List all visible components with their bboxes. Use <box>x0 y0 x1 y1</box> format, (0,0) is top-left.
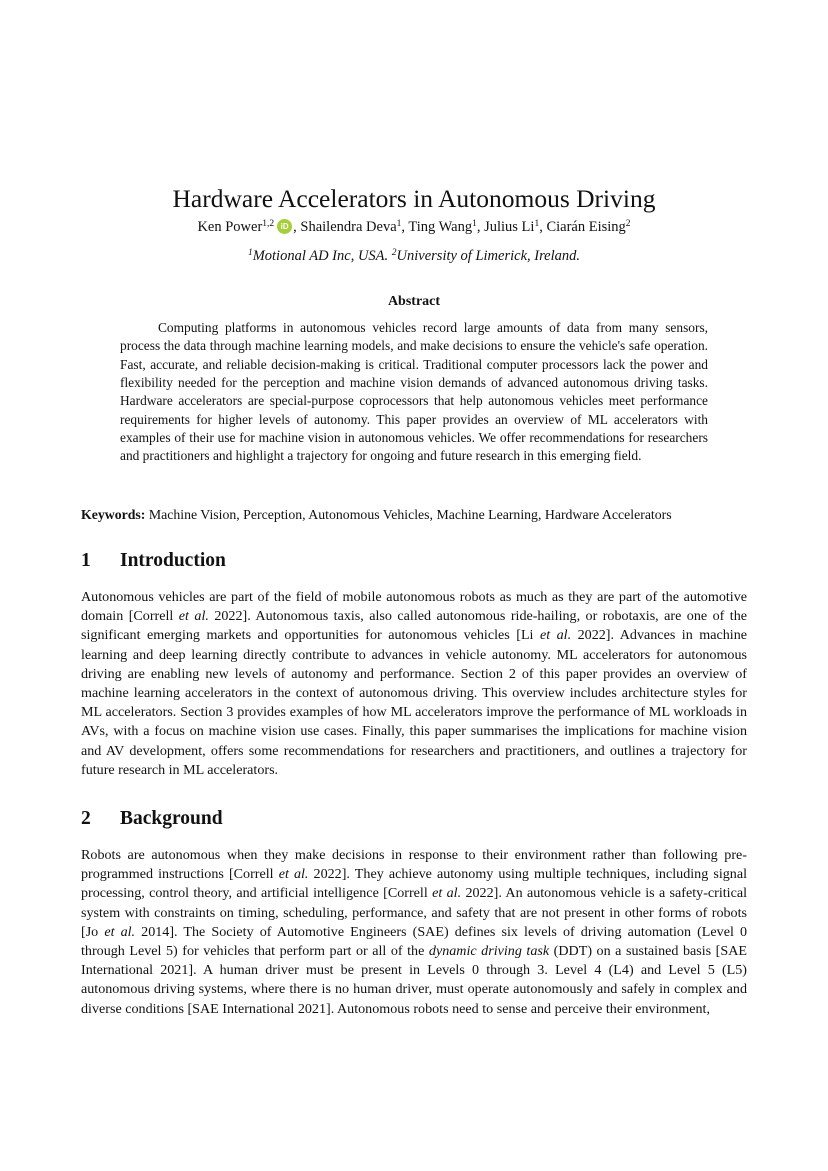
abstract-heading: Abstract <box>387 294 441 309</box>
affiliation-2: University of Limerick, Ireland. <box>396 248 581 264</box>
author-name: Shailendra Deva <box>300 219 397 235</box>
citation-etal: et al. <box>539 627 572 644</box>
author-name: Ken Power <box>197 219 263 235</box>
author-affil-marker: 1 <box>472 219 477 229</box>
author-affil-marker: 1 <box>396 219 402 229</box>
section-title: Background <box>120 808 223 829</box>
abstract-text: Computing platforms in autonomous vehicles record large amounts of data from many sensors, process the data through machine learning models, and make decisions to ensure the vehicle's safe operation. Fast, accurate, and reliable decision-making is critical. Traditional computer processors lack the power and flexibility needed for the perception and machine vision demands of advanced autonomous driving tasks. Hardware accelerators are special-purpose coprocessors that help autonomous vehicles meet performance requirements for higher levels of autonomy. This paper provides an overview of ML accelerators with examples of their use for machine vision in autonomous vehicles. We offer recommendations for researchers and practitioners and highlight a trajectory for ongoing and future research in this emerging field. <box>120 320 708 464</box>
affiliations <box>0 246 828 266</box>
author-affil-marker: 1 <box>534 219 540 229</box>
author-name: Ciarán Eising <box>546 219 626 235</box>
citation-etal: et al. <box>432 885 462 902</box>
section-number: 2 <box>81 808 91 829</box>
keywords-list: Machine Vision, Perception, Autonomous Vehicles, Machine Learning, Hardware Accelerators <box>145 507 672 522</box>
citation-etal: et al. <box>278 866 309 883</box>
affil-marker: 2 <box>391 248 397 258</box>
paper-title: Hardware Accelerators in Autonomous Driving <box>172 184 656 214</box>
section-title: Introduction <box>120 550 226 571</box>
author-affil-marker: 2 <box>625 219 631 229</box>
section-heading-introduction <box>81 548 747 574</box>
affil-marker: 1 <box>247 248 253 258</box>
author-name: Julius Li <box>484 219 535 235</box>
author-list: Ken Power$^{1,2}$ iD , Shailendra Deva$^1$, Ting Wang$^1$, Julius Li$^1$, Ciarán Eising$^2$ <box>197 219 631 235</box>
author-name: Ting Wang <box>408 219 473 235</box>
defined-term: dynamic driving task <box>428 943 550 960</box>
citation-etal: et al. <box>178 608 209 625</box>
keywords-label: Keywords: <box>81 507 146 522</box>
section-heading-background <box>81 806 747 832</box>
background-paragraph: Robots are autonomous when they make decisions in response to their environment rather than following pre-programmed instructions [Correll et al. 2022]. They achieve autonomy using multiple techniques, including signal processing, control theory, and artificial intelligence [Correll et al. 2022]. An autonomous vehicle is a safety-critical system with constraints on timing, scheduling, performance, and safety that are not present in other forms of robots [Jo et al. 2014]. The Society of Automotive Engineers (SAE) defines six levels of driving automation (Level 0 through Level 5) for vehicles that perform part or all of the dynamic driving task (DDT) on a sustained basis [SAE International 2021]. A human driver must be present in Levels 0 through 3. Level 4 (L4) and Level 5 (L5) autonomous driving systems, where there is no human driver, must operate autonomously and safely in complex and diverse conditions [SAE International 2021]. Autonomous robots need to sense and perceive their environment, <box>81 847 748 1017</box>
section-number: 1 <box>81 550 91 571</box>
orcid-icon[interactable]: iD <box>277 219 292 234</box>
author-affil-marker: 1,2 <box>262 219 275 229</box>
affiliation-1: Motional AD Inc, USA. <box>252 248 392 264</box>
citation-etal: et al. <box>104 923 136 940</box>
introduction-paragraph: Autonomous vehicles are part of the field of mobile autonomous robots as much as they are part of the automotive domain [Correll et al. 2022]. Autonomous taxis, also called autonomous ride-hailing, or robotaxis, are one of the significant emerging markets and opportunities for autonomous vehicles [Li et al. 2022]. Advances in machine learning and deep learning directly contribute to advances in vehicle autonomy. ML accelerators for autonomous driving are enabling new levels of autonomy and performance. Section 2 of this paper provides an overview of machine learning accelerators in the context of autonomous driving. This overview includes architecture styles for ML accelerators. Section 3 provides examples of how ML accelerators improve the performance of ML workloads in AVs, with a focus on machine vision use cases. Finally, this paper summarises the implications for machine vision and AV development, offers some recommendations for researchers and practitioners, and outlines a trajectory for future research in ML accelerators. <box>81 589 747 778</box>
keywords <box>81 505 747 525</box>
